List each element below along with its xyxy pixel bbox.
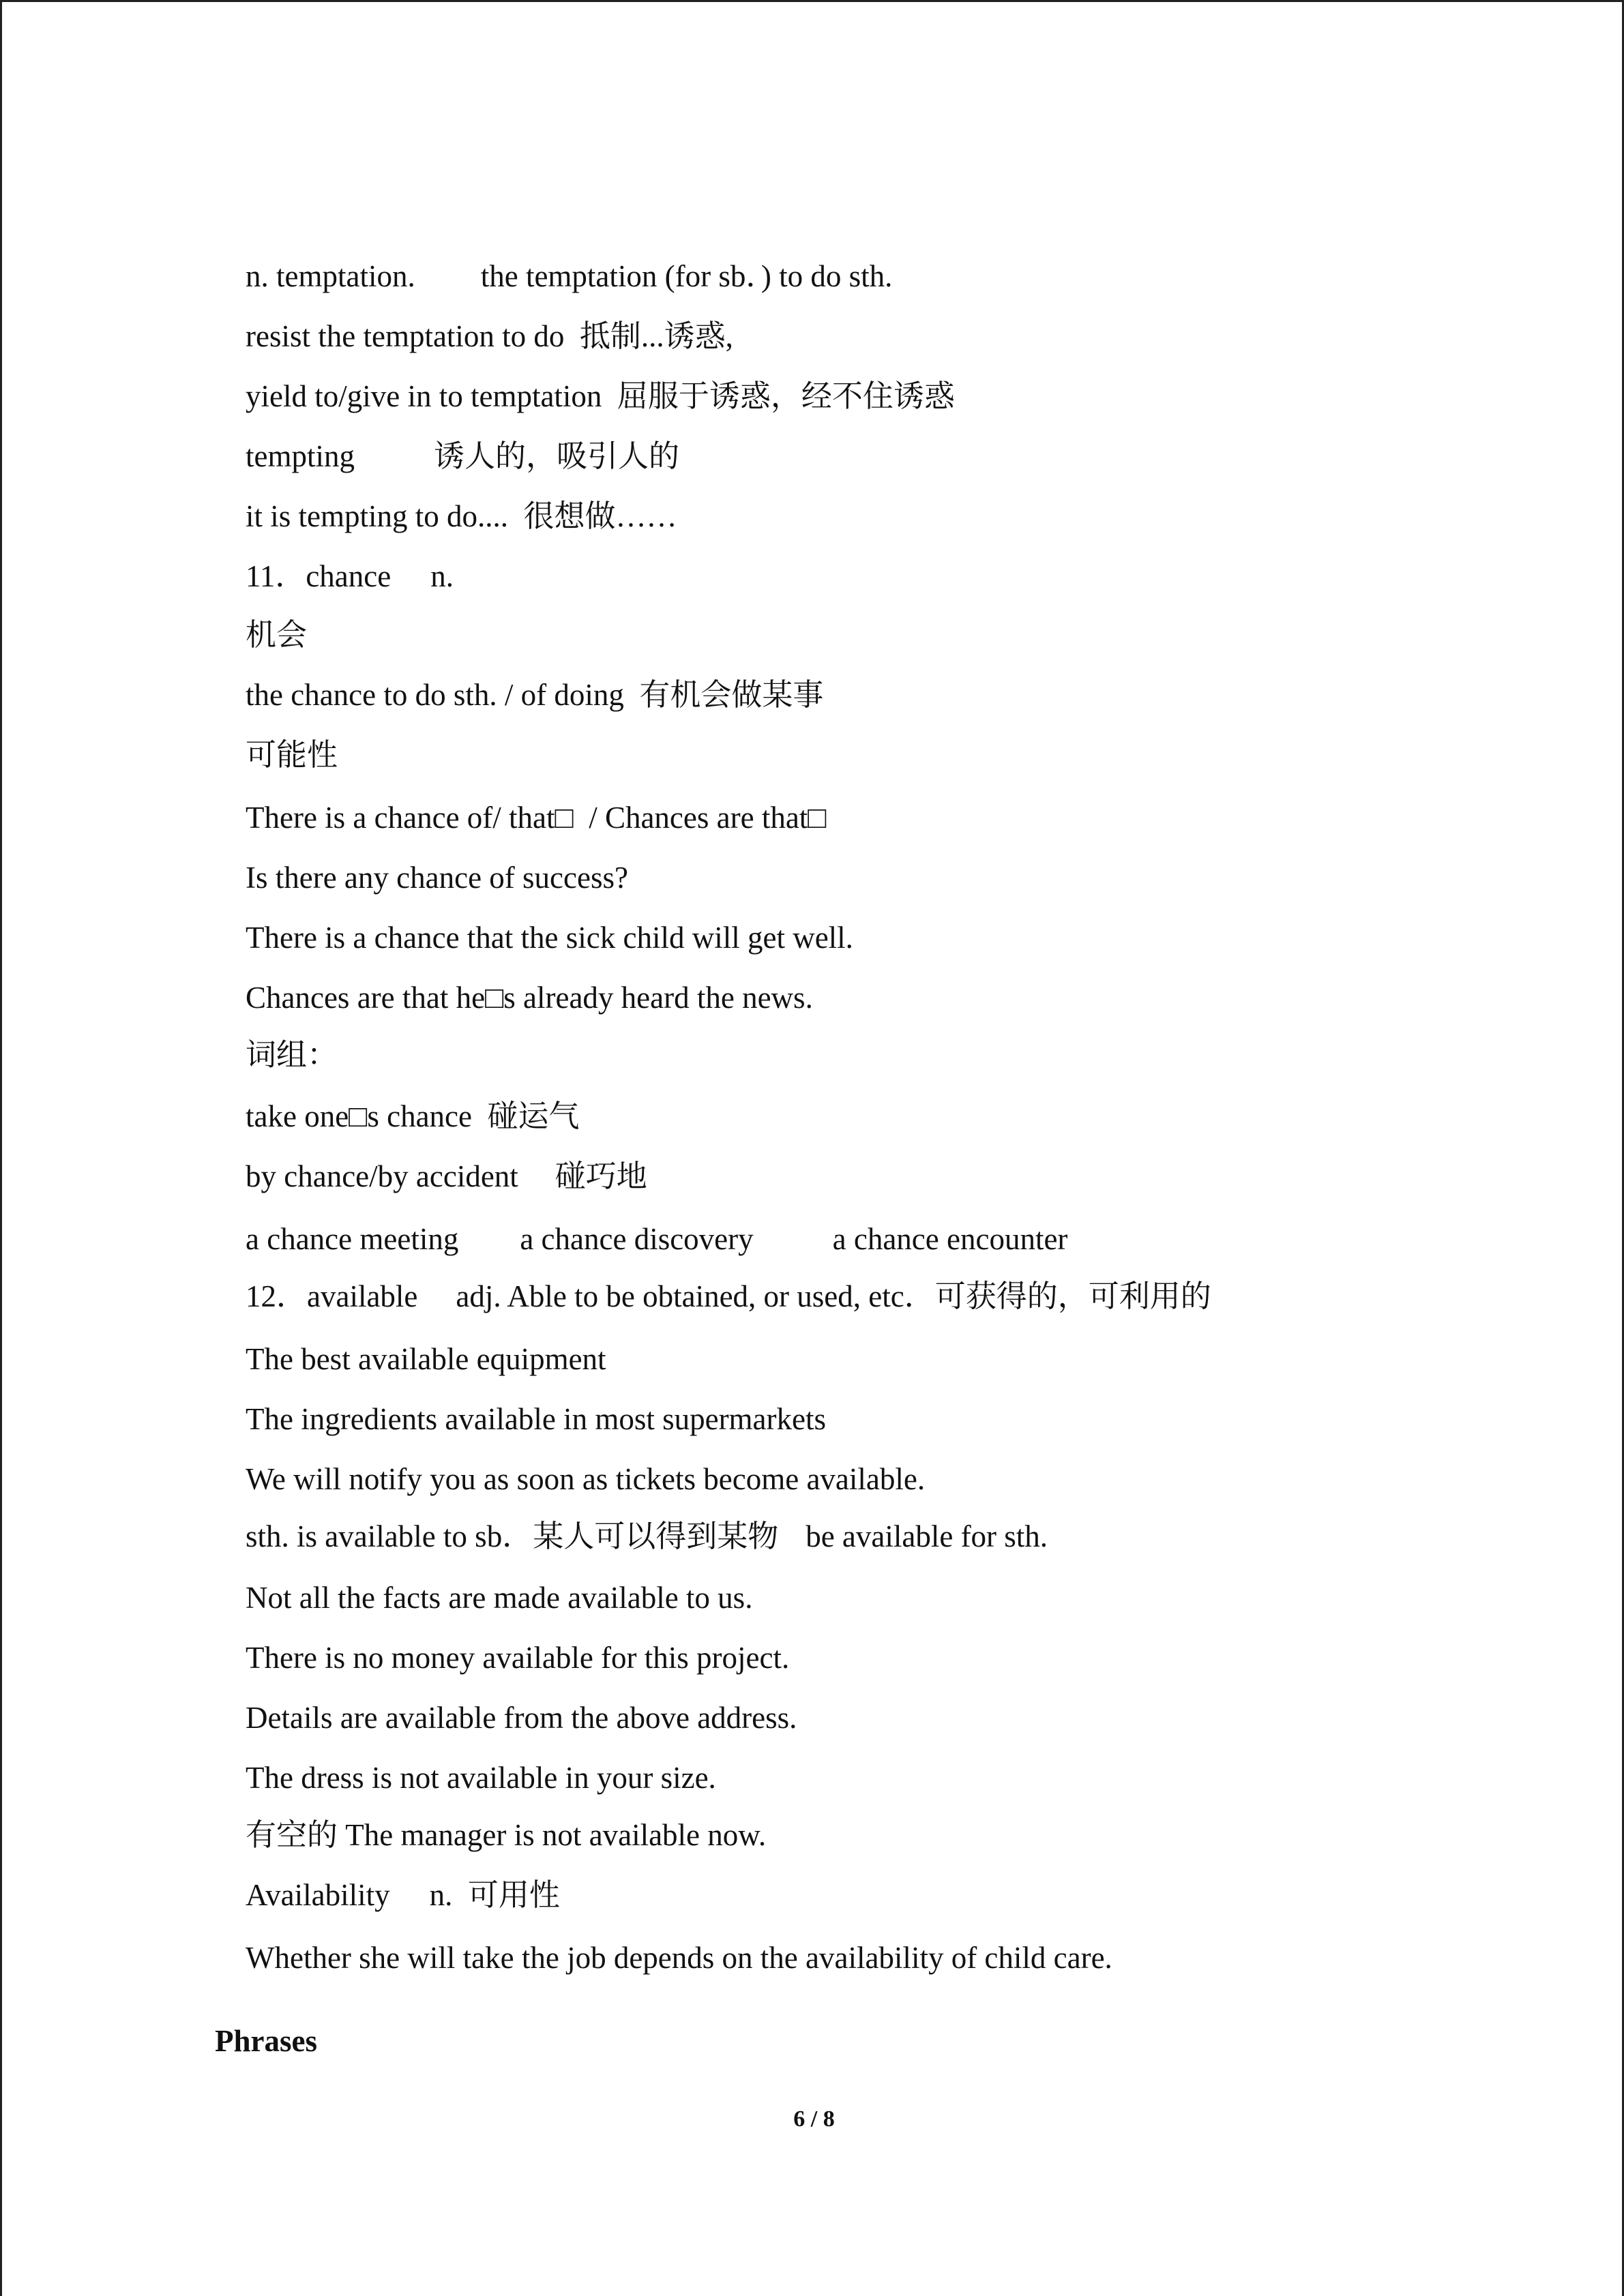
text-segment: 11．chance [246, 559, 392, 593]
text-segment: There is no money available for this project. [246, 1641, 790, 1675]
text-segment: sth. is available to sb．某人可以得到某物 [246, 1519, 779, 1553]
text-segment: a chance meeting [246, 1222, 459, 1256]
text-segment: Availability [246, 1878, 390, 1912]
text-segment: take one□s chance 碰运气 [246, 1099, 580, 1133]
text-segment: the temptation (for sb．) to do sth. [480, 259, 893, 293]
text-segment: adj. Able to be obtained, or used, etc．可获得的，可利用的 [456, 1279, 1211, 1313]
text-segment: 碰巧地 [555, 1159, 647, 1193]
text-segment: 机会 [246, 618, 308, 652]
text-segment: the chance to do sth. / of doing 有机会做某事 [246, 678, 824, 712]
text-segment: tempting [246, 439, 355, 473]
text-segment: The ingredients available in most supermarkets [246, 1402, 827, 1436]
text-segment: yield to/give in to temptation 屈服于诱惑，经不住诱惑 [246, 379, 955, 413]
text-segment: resist the temptation to do 抵制...诱惑, [246, 319, 733, 353]
text-segment: it is tempting to do.... 很想做…… [246, 499, 677, 533]
text-segment: 12．available [246, 1279, 418, 1313]
page-number: 6 / 8 [793, 2106, 835, 2132]
text-segment: 有空的 The manager is not available now. [246, 1818, 767, 1852]
text-segment: 诱人的，吸引人的 [433, 439, 679, 473]
text-segment: The best available equipment [246, 1342, 606, 1376]
text-segment: Chances are that he□s already heard the news. [246, 981, 813, 1015]
text-segment: Not all the facts are made available to us. [246, 1581, 753, 1615]
text-segment: by chance/by accident [246, 1159, 518, 1193]
text-segment: We will notify you as soon as tickets become available. [246, 1462, 926, 1496]
section-heading: Phrases [215, 2024, 317, 2058]
text-segment: a chance discovery [520, 1222, 754, 1256]
text-line [215, 1900, 1112, 2015]
text-segment: n. temptation. [246, 259, 415, 293]
text-segment: a chance encounter [832, 1222, 1068, 1256]
text-segment: Is there any chance of success? [246, 861, 628, 895]
text-segment: There is a chance of/ that□ / Chances are that□ [246, 801, 827, 835]
text-segment: 可能性 [246, 738, 338, 772]
text-segment: n. [430, 559, 454, 593]
text-segment: Details are available from the above address. [246, 1701, 797, 1735]
text-segment: be available for sth. [806, 1519, 1048, 1553]
text-segment: There is a chance that the sick child will get well. [246, 921, 853, 955]
text-segment: The dress is not available in your size. [246, 1761, 716, 1795]
text-segment: Whether she will take the job depends on the availability of child care. [246, 1941, 1112, 1975]
text-segment: 词组： [246, 1038, 338, 1072]
text-segment: n. 可用性 [429, 1878, 560, 1912]
